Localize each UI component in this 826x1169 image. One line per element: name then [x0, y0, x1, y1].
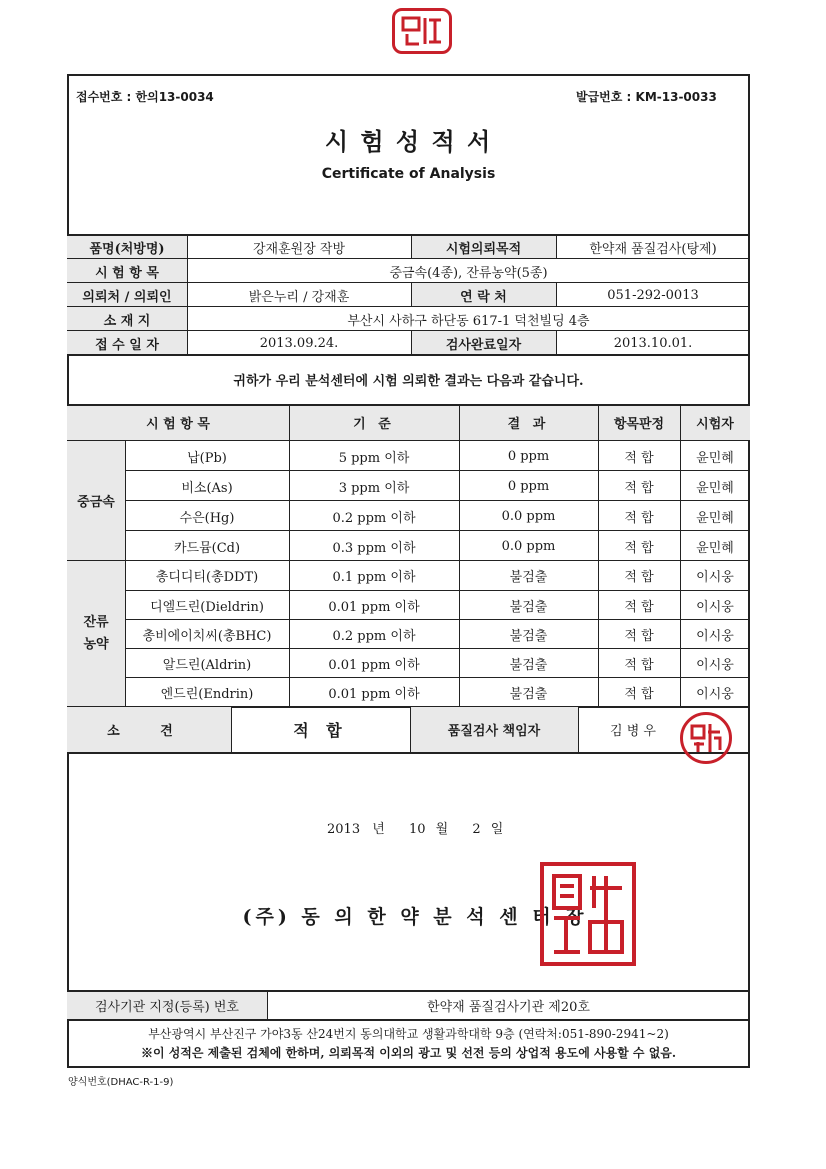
standard-cell: 0.01 ppm 이하: [328, 686, 420, 702]
item-cell: 카드뮴(Cd): [173, 540, 241, 556]
address-value: 부산시 사하구 하단동 617-1 덕천빌딩 4층: [347, 313, 590, 329]
item-cell: 디엘드린(Dieldrin): [150, 600, 264, 615]
form-number: 양식번호(DHAC-R-1-9): [68, 1077, 174, 1088]
top-seal-stamp: [392, 8, 452, 54]
result-cell: 불검출: [509, 629, 548, 644]
judgement-cell: 적 합: [624, 540, 654, 556]
standard-cell: 5 ppm 이하: [338, 450, 410, 466]
judgement-cell: 적 합: [624, 510, 654, 526]
group-pesticides: 잔류 농약: [83, 614, 109, 652]
seal-pattern-icon: [686, 718, 726, 758]
issue-date: [327, 818, 503, 837]
standard-cell: 0.01 ppm 이하: [328, 600, 420, 615]
result-cell: 0.0 ppm: [501, 508, 556, 524]
manager-name: 김 병 우: [610, 724, 656, 739]
tester-cell: 이시웅: [696, 570, 734, 585]
col-header-judgement: 항목판정: [613, 417, 665, 432]
result-cell: 불검출: [509, 686, 548, 702]
judgement-cell: 적 합: [624, 480, 654, 496]
received-date-label: 접 수 일 자: [95, 337, 159, 353]
manager-label: 품질검사 책임자: [447, 724, 541, 739]
result-cell: 0.0 ppm: [501, 538, 556, 554]
page-title: 시 험 성 적 서: [324, 126, 493, 156]
page-subtitle: Certificate of Analysis: [321, 166, 496, 182]
tester-cell: 이시웅: [696, 658, 734, 673]
standard-cell: 0.01 ppm 이하: [328, 658, 420, 673]
designation-label: 검사기관 지정(등록) 번호: [95, 999, 239, 1015]
opinion-label: 소 견: [107, 724, 191, 739]
standard-cell: 3 ppm 이하: [338, 480, 410, 496]
group-heavy-metals: 중금속: [77, 495, 115, 510]
product-label: 품명(처방명): [89, 241, 165, 257]
result-cell: 불검출: [509, 570, 548, 585]
judgement-cell: 적 합: [624, 686, 654, 702]
receipt-number: 접수번호 : 한의13-0034: [76, 90, 214, 104]
tester-cell: 윤민혜: [696, 450, 734, 466]
client-value: 밝은누리 / 강재훈: [248, 289, 350, 305]
item-cell: 납(Pb): [187, 450, 227, 466]
item-cell: 총디디티(총DDT): [155, 570, 259, 585]
contact-label: 연 락 처: [460, 289, 507, 305]
item-cell: 엔드린(Endrin): [160, 686, 254, 702]
col-header-result: 결 과: [507, 417, 550, 432]
tester-cell: 이시웅: [696, 629, 734, 644]
tester-cell: 이시웅: [696, 686, 734, 702]
tester-cell: 이시웅: [696, 600, 734, 615]
judgement-cell: 적 합: [624, 570, 654, 585]
judgement-cell: 적 합: [624, 450, 654, 466]
standard-cell: 0.3 ppm 이하: [332, 540, 416, 556]
date-month: 10: [408, 822, 426, 837]
purpose-label: 시험의뢰목적: [445, 241, 522, 257]
col-header-tester: 시험자: [696, 417, 734, 432]
result-statement: 귀하가 우리 분석센터에 시험 의뢰한 결과는 다음과 같습니다.: [233, 373, 584, 389]
result-cell: 불검출: [509, 658, 548, 673]
date-day: 2: [472, 822, 481, 837]
standard-cell: 0.1 ppm 이하: [332, 570, 416, 585]
item-cell: 비소(As): [181, 480, 233, 496]
issuer-name: (주) 동 의 한 약 분 석 센 터 장: [242, 905, 588, 928]
test-items-label: 시 험 항 목: [95, 265, 159, 281]
judgement-cell: 적 합: [624, 600, 654, 615]
designation-value: 한약재 품질검사기관 제20호: [427, 999, 590, 1015]
result-cell: 불검출: [509, 600, 548, 615]
tester-cell: 윤민혜: [696, 510, 734, 526]
standard-cell: 0.2 ppm 이하: [332, 510, 416, 526]
item-cell: 총비에이치씨(총BHC): [142, 629, 272, 644]
contact-value: 051-292-0013: [607, 287, 699, 303]
opinion-value: 적 합: [293, 721, 348, 740]
result-cell: 0 ppm: [507, 448, 550, 464]
judgement-cell: 적 합: [624, 629, 654, 644]
completed-date-value: 2013.10.01.: [613, 335, 693, 351]
manager-seal-stamp: [680, 712, 732, 764]
product-value: 강재훈원장 작방: [252, 241, 346, 257]
seal-pattern-icon: [546, 868, 630, 960]
date-day-unit: 일: [490, 822, 504, 837]
test-items-value: 중금속(4종), 잔류농약(5종): [389, 265, 548, 281]
address-label: 소 재 지: [103, 313, 151, 329]
seal-pattern-icon: [397, 12, 447, 50]
received-date-value: 2013.09.24.: [259, 335, 339, 351]
col-header-item: 시 험 항 목: [146, 417, 210, 432]
date-month-unit: 월: [435, 822, 449, 837]
standard-cell: 0.2 ppm 이하: [332, 629, 416, 644]
tester-cell: 윤민혜: [696, 540, 734, 556]
organization-seal-stamp: [540, 862, 636, 966]
purpose-value: 한약재 품질검사(탕제): [589, 241, 717, 257]
client-label: 의뢰처 / 의뢰인: [82, 289, 172, 305]
issue-number: 발급번호 : KM-13-0033: [576, 90, 717, 104]
item-cell: 수은(Hg): [179, 510, 235, 526]
date-year-unit: 년: [372, 822, 385, 837]
item-cell: 알드린(Aldrin): [162, 658, 252, 673]
result-cell: 0 ppm: [507, 478, 550, 494]
completed-date-label: 검사완료일자: [445, 337, 522, 353]
judgement-cell: 적 합: [624, 658, 654, 673]
footer-address: 부산광역시 부산진구 가야3동 산24번지 동의대학교 생활과학대학 9층 (연락처:051-890-2941~2): [148, 1026, 669, 1041]
date-year: 2013: [327, 822, 361, 837]
col-header-standard: 기 준: [353, 417, 395, 432]
tester-cell: 윤민혜: [696, 480, 734, 496]
footer-notice: ※이 성적은 제출된 검체에 한하며, 의뢰목적 이외의 광고 및 선전 등의 상업적 용도에 사용할 수 없음.: [140, 1045, 677, 1060]
